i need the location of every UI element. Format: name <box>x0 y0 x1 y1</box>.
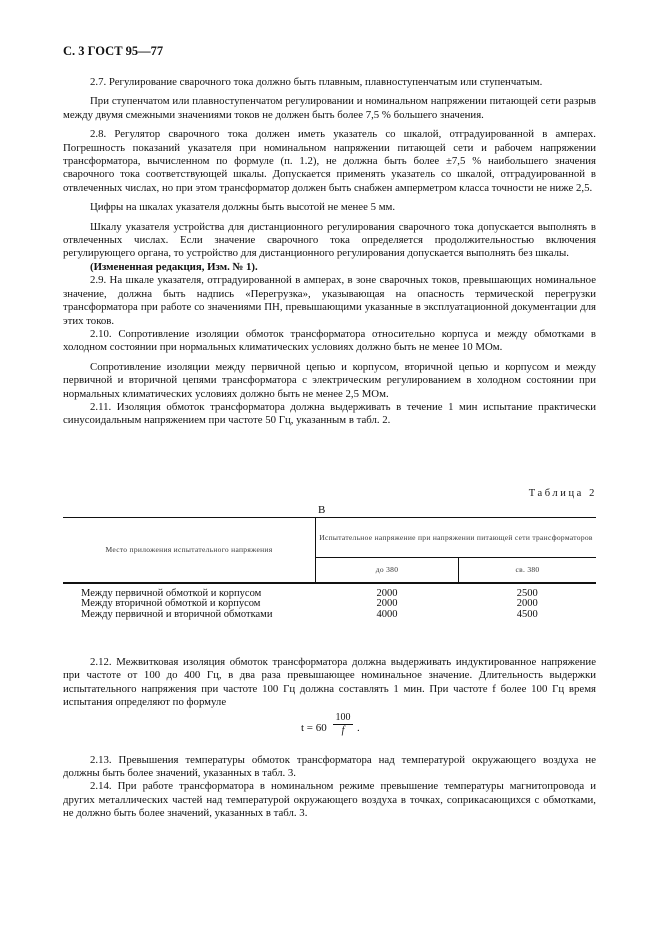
formula-fraction <box>333 712 353 737</box>
paragraph-2-8: 2.8. Регулятор сварочного тока должен иметь указатель со шкалой, отградуированной в амперах. Погрешность показаний указателя при номинальном напряжении питающей сети и рабочем напряжении трансформатора, вычисленном по формуле (п. 1.2), не должна быть более ±7,5 % наибольшего значения сварочного тока соответствующей шкалы. Допускается применять указатель со шкалой, отградуированной в отвлеченных числах, но при этом трансформатор должен быть снабжен амперметром класса точности не ниже 2,5. <box>63 128 596 194</box>
table-row <box>63 584 596 600</box>
row-value-upto-380: 4000 <box>376 608 398 620</box>
body-top <box>63 76 596 428</box>
page-header: С. 3 ГОСТ 95—77 <box>63 44 164 58</box>
paragraph-digits-height: Цифры на шкалах указателя должны быть высотой не менее 5 мм. <box>90 201 396 214</box>
row-location: Между первичной обмоткой и корпусом <box>81 587 262 599</box>
paragraph-remote-scale: Шкалу указателя устройства для дистанционного регулирования сварочного тока допускается выполнять в отвлеченных числах. Если значение сварочного тока определяется продолжительностью включения регулирующего органа, то устройство для дистанционного регулирования допускается выполнять без шкалы. <box>63 220 596 260</box>
paragraph-2-9: 2.9. На шкале указателя, отградуированной в амперах, в зоне сварочных токов, превышающих номинальное значение, должна быть надпись «Перегрузка», указывающая на опасность термической перегрузки трансформатора при работе со значениями ПН, превышающими указанные в эксплуатационной документации для этих токов. <box>63 274 596 327</box>
paragraph-2-13: 2.13. Превышения температуры обмоток трансформатора над температурой окружающего воздуха не должны быть более значений, указанных в табл. 3. <box>63 753 596 780</box>
amendment-note: (Измененная редакция, Изм. № 1). <box>90 260 258 273</box>
paragraph-2-11: 2.11. Изоляция обмоток трансформатора должна выдерживать в течение 1 мин испытание практически синусоидальным напряжением при частоте 50 Гц, указанным в табл. 2. <box>63 400 596 427</box>
row-value-over-380: 2500 <box>516 587 538 599</box>
row-location: Между вторичной обмоткой и корпусом <box>81 598 261 609</box>
formula-tail: . <box>357 721 360 734</box>
paragraph-2-7-continued: При ступенчатом или плавноступенчатом регулировании и номинальном напряжении питающей сети разрыв между двумя смежными значениями токов не должен быть более 7,5 % большего значения. <box>63 95 596 121</box>
table-caption: Таблица 2 <box>528 488 597 499</box>
formula-numerator: 100 <box>333 712 353 725</box>
table-row <box>63 610 596 621</box>
row-value-over-380: 2000 <box>516 598 538 609</box>
formula-denominator: f <box>341 724 345 736</box>
table-row <box>63 599 596 610</box>
paragraph-2-14: 2.14. При работе трансформатора в номинальном режиме превышение температуры магнитопровода и других металлических частей над температурой окружающего воздуха в точках, соприкасающихся с обмотками, не должно быть более значений, указанных в табл. 3. <box>63 780 596 820</box>
col-header-over-380: св. 380 <box>515 565 540 575</box>
row-value-over-380: 4500 <box>516 608 538 620</box>
paragraph-2-10: 2.10. Сопротивление изоляции обмоток трансформатора относительно корпуса и между обмотками в холодном состоянии при нормальных климатических условиях должно быть не менее 10 МОм. <box>63 327 596 354</box>
col-header-location: Место приложения испытательного напряжения <box>63 518 316 583</box>
row-value-upto-380: 2000 <box>376 598 398 609</box>
paragraph-2-12: 2.12. Межвитковая изоляция обмоток трансформатора должна выдерживать индуктированное напряжение при частоте от 100 до 400 Гц, в два раза превышающее номинальное значение. Длительность выдержки испытательного напряжения при частоте 100 Гц должна составлять 1 мин. При частоте f более 100 Гц время испытания определяют по формуле <box>63 656 596 709</box>
paragraph-2-10-continued: Сопротивление изоляции между первичной цепью и корпусом, вторичной цепью и корпусом и между первичной и вторичной цепями трансформатора с электрическим регулированием в холодном состоянии при нормальных климатических условиях должно быть не менее 2,5 МОм. <box>63 360 596 400</box>
row-location: Между первичной и вторичной обмотками <box>81 608 273 620</box>
col-header-upto-380: до 380 <box>316 558 459 583</box>
table-unit: В <box>318 504 326 516</box>
col-header-voltage: Испытательное напряжение при напряжении питающей сети трансформаторов <box>316 518 597 558</box>
paragraph-2-7: 2.7. Регулирование сварочного тока должно быть плавным, плавноступенчатым или ступенчатым. <box>90 76 543 88</box>
test-voltage-table <box>63 517 596 620</box>
body-bottom <box>63 656 596 821</box>
formula-lhs: t = 60 <box>301 721 327 734</box>
test-time-formula <box>63 712 596 748</box>
row-value-upto-380: 2000 <box>376 587 398 599</box>
